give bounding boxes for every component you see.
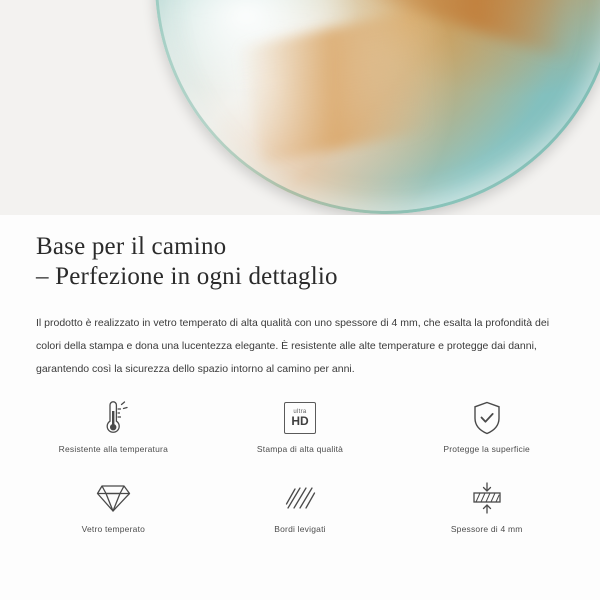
product-description: Il prodotto è realizzato in vetro temperato di alta qualità con uno spessore di 4 mm, che esalta la profondità dei colori della stampa e dona una lucentezza elegante. È resistente alle alte temperature e protegge dai danni, garantendo così la sicurezza dello spazio intorno al camino per anni. [36, 317, 550, 375]
plate-highlight [164, 0, 367, 103]
feature-label: Spessore di 4 mm [450, 524, 523, 534]
headline-line-2: – Perfezione in ogni dettaglio [36, 263, 338, 290]
shield-check-icon [470, 396, 504, 440]
headline-line-1: Base per il camino [36, 233, 227, 260]
feature-item-print-quality [207, 396, 394, 468]
plate-gold-swirl-upper [354, 0, 600, 59]
hero-product-image [0, 0, 600, 215]
polished-edges-icon [283, 476, 317, 520]
page-title [36, 232, 576, 292]
feature-label: Stampa di alta qualità [256, 444, 344, 454]
feature-item-polished-edges [207, 476, 394, 548]
diamond-icon [95, 476, 131, 520]
feature-label: Bordi levigati [274, 524, 326, 534]
plate-gold-swirl-lower [238, 0, 512, 165]
ultra-hd-icon: ultra HD [284, 396, 316, 440]
feature-item-thickness [393, 476, 580, 548]
feature-grid [20, 396, 580, 548]
thermometer-icon [96, 396, 130, 440]
feature-label: Protegge la superficie [443, 444, 530, 454]
feature-item-tempered-glass [20, 476, 207, 548]
feature-label: Resistente alla temperatura [58, 444, 168, 454]
feature-item-temperature [20, 396, 207, 468]
thickness-icon [469, 476, 505, 520]
feature-label: Vetro temperato [81, 524, 146, 534]
feature-item-surface-protection [393, 396, 580, 468]
